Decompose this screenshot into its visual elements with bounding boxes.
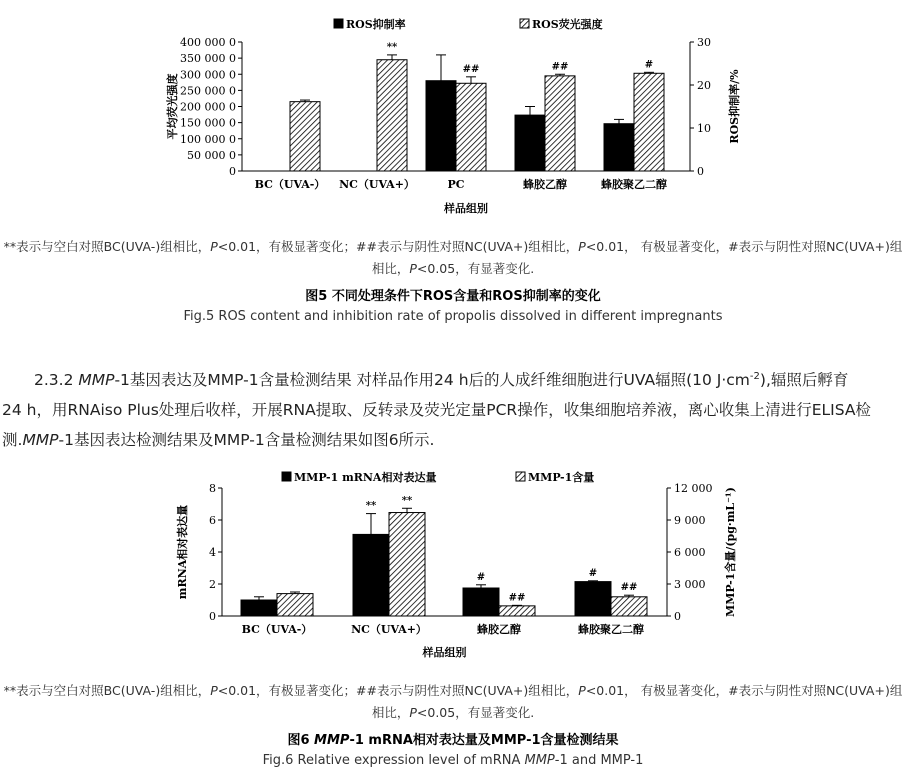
right-tick-label: 6 000 bbox=[674, 546, 706, 559]
left-tick-label: 8 bbox=[209, 482, 216, 495]
left-tick-label: 4 bbox=[209, 546, 216, 559]
significance-label: # bbox=[588, 567, 598, 579]
bar-solid bbox=[353, 534, 389, 616]
left-tick-label: 2 bbox=[209, 578, 216, 591]
bar-hatched bbox=[290, 102, 320, 171]
legend-label: MMP-1 mRNA相对表达量 bbox=[294, 471, 437, 484]
significance-label: ## bbox=[620, 582, 638, 594]
left-tick-label: 200 000 0 bbox=[180, 100, 236, 114]
bar-solid bbox=[515, 115, 545, 171]
category-label: NC（UVA+） bbox=[351, 623, 427, 636]
right-tick-label: 12 000 bbox=[674, 482, 713, 495]
left-axis-title: mRNA相对表达量 bbox=[176, 504, 189, 600]
left-tick-label: 350 000 0 bbox=[180, 52, 236, 66]
right-axis-title: ROS抑制率/% bbox=[728, 69, 741, 144]
bar-solid bbox=[463, 588, 499, 616]
bar-solid bbox=[575, 582, 611, 616]
left-tick-label: 6 bbox=[209, 514, 216, 527]
bar-hatched bbox=[611, 597, 647, 616]
right-tick-label: 10 bbox=[697, 122, 711, 135]
bar-solid bbox=[426, 81, 456, 171]
significance-label: ## bbox=[462, 63, 480, 75]
figure-6-caption-cn: 图6 MMP-1 mRNA相对表达量及MMP-1含量检测结果 bbox=[287, 733, 619, 748]
category-label: 蜂胶乙醇 bbox=[477, 623, 521, 636]
significance-label: ## bbox=[551, 61, 569, 73]
legend-swatch-solid bbox=[334, 19, 343, 28]
significance-label: # bbox=[476, 571, 486, 583]
left-tick-label: 0 bbox=[209, 610, 216, 623]
legend-label: MMP-1含量 bbox=[528, 471, 595, 484]
left-axis-title: 平均荧光强度 bbox=[166, 73, 179, 140]
right-tick-label: 3 000 bbox=[674, 578, 706, 591]
section-paragraph: 2.3.2 MMP-1基因表达及MMP-1含量检测结果 对样品作用24 h后的人成纤维细胞进行UVA辐照(10 $J\cdot cm^{-2}$),辐照后孵育 24 h，用RNAiso Plus处理后收样，开展RNA提取、反转录及荧光定量PCR操作，收集细胞培养液，离心收集上清进行ELISA检 测.MMP-1基因表达检测结果及MMP-1含量检测结果如图6所示. bbox=[2, 371, 871, 450]
category-label: PC bbox=[447, 178, 465, 191]
right-tick-label: 20 bbox=[697, 79, 711, 92]
figure-5-caption-cn: 图5 不同处理条件下ROS含量和ROS抑制率的变化 bbox=[305, 289, 601, 304]
x-axis-title: 样品组别 bbox=[444, 202, 488, 215]
category-label: 蜂胶聚乙二醇 bbox=[601, 178, 667, 191]
category-label: BC（UVA-） bbox=[254, 178, 326, 191]
left-tick-label: 250 000 0 bbox=[180, 84, 236, 98]
significance-label: ## bbox=[508, 592, 526, 604]
legend-swatch-hatched bbox=[520, 19, 529, 28]
bar-hatched bbox=[277, 594, 313, 616]
left-tick-label: 0 bbox=[229, 165, 236, 178]
right-tick-label: 0 bbox=[674, 610, 681, 623]
right-tick-label: 9 000 bbox=[674, 514, 706, 527]
left-tick-label: 50 000 0 bbox=[187, 148, 236, 162]
legend-label: ROS荧光强度 bbox=[532, 18, 603, 31]
left-tick-label: 150 000 0 bbox=[180, 116, 236, 130]
bar-hatched bbox=[389, 513, 425, 616]
bar-solid bbox=[241, 600, 277, 616]
bar-hatched bbox=[377, 60, 407, 171]
bar-hatched bbox=[545, 76, 575, 171]
right-tick-label: 0 bbox=[697, 165, 704, 178]
significance-label: ** bbox=[401, 495, 413, 507]
figure-6-note: **表示与空白对照BC(UVA-)组相比，P<0.01，有极显著变化；##表示与阴性对照NC(UVA+)组相比，P<0.01， 有极显著变化，#表示与阴性对照NC(UVA+)组 相比，P<0.05，有显著变化. bbox=[3, 683, 903, 720]
left-tick-label: 300 000 0 bbox=[180, 68, 236, 82]
right-tick-label: 30 bbox=[697, 36, 711, 49]
right-axis-title: MMP-1含量/(pg·mL⁻¹) bbox=[724, 487, 737, 617]
bar-hatched bbox=[634, 73, 664, 171]
legend-label: ROS抑制率 bbox=[346, 18, 406, 31]
left-tick-label: 400 000 0 bbox=[180, 36, 236, 49]
significance-label: ** bbox=[386, 41, 398, 53]
legend-swatch-hatched bbox=[516, 472, 525, 481]
left-tick-label: 100 000 0 bbox=[180, 132, 236, 146]
bar-hatched bbox=[456, 83, 486, 171]
significance-label: ** bbox=[365, 500, 377, 512]
category-label: 蜂胶乙醇 bbox=[523, 178, 567, 191]
figure-5-caption-en: Fig.5 ROS content and inhibition rate of propolis dissolved in different impregnants bbox=[183, 309, 723, 324]
legend-swatch-solid bbox=[282, 472, 291, 481]
category-label: BC（UVA-） bbox=[241, 623, 313, 636]
significance-label: # bbox=[644, 59, 654, 71]
figure-6-caption-en: Fig.6 Relative expression level of mRNA MMP-1 and MMP-1 bbox=[262, 753, 644, 768]
category-label: 蜂胶聚乙二醇 bbox=[578, 623, 644, 636]
figure-5-note: **表示与空白对照BC(UVA-)组相比，P<0.01，有极显著变化；##表示与阴性对照NC(UVA+)组相比，P<0.01， 有极显著变化，#表示与阴性对照NC(UVA+)组 相比，P<0.05，有显著变化. bbox=[3, 239, 903, 276]
bar-hatched bbox=[499, 606, 535, 616]
figure-5-chart bbox=[0, 0, 906, 225]
x-axis-title: 样品组别 bbox=[422, 646, 467, 659]
figure-6-chart bbox=[0, 462, 906, 677]
category-label: NC（UVA+） bbox=[339, 178, 415, 191]
bar-solid bbox=[604, 124, 634, 171]
